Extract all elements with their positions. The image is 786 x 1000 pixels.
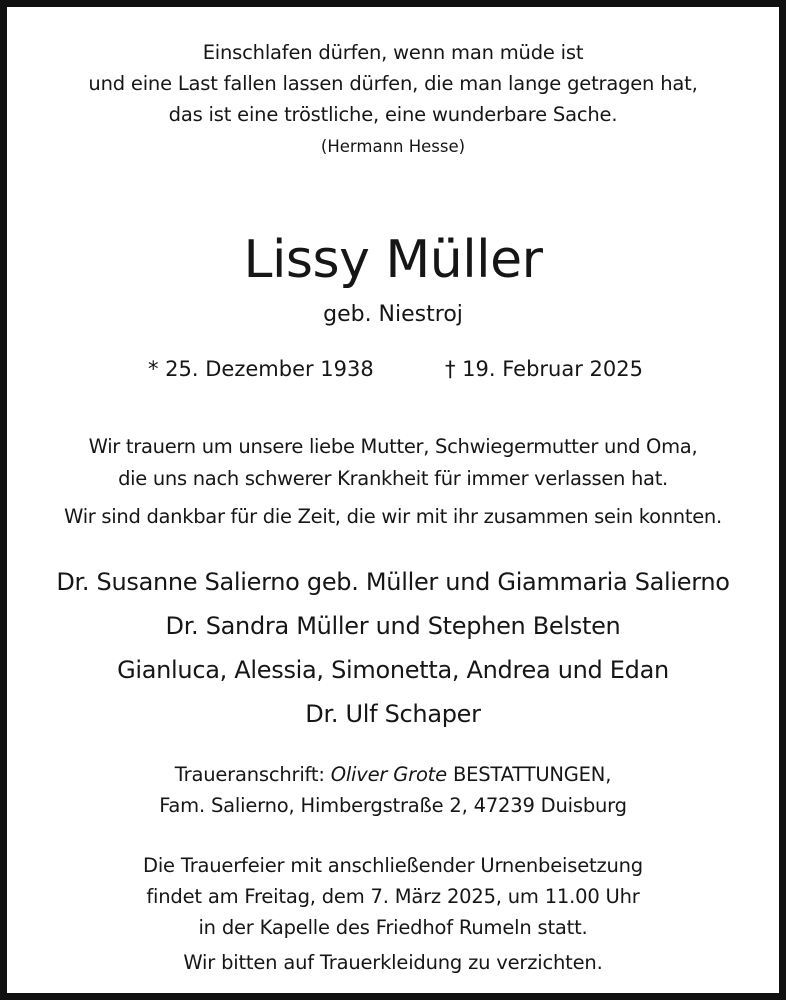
ceremony-line-3: in der Kapelle des Friedhof Rumeln statt. xyxy=(198,916,588,939)
funeral-home-name: Oliver Grote xyxy=(330,763,447,786)
mourning-line-1: Wir trauern um unsere liebe Mutter, Schwiegermutter und Oma, xyxy=(88,435,698,458)
poem xyxy=(7,37,779,130)
mourning-line-2: die uns nach schwerer Krankheit für immer verlassen hat. xyxy=(118,467,668,490)
family-member-3: Gianluca, Alessia, Simonetta, Andrea und Edan xyxy=(117,656,669,684)
poem-author: (Hermann Hesse) xyxy=(320,137,466,156)
ceremony-line-1: Die Trauerfeier mit anschließender Urnenbeisetzung xyxy=(143,854,643,877)
address-label: Traueranschrift: xyxy=(174,763,325,786)
birth-name: geb. Niestroj xyxy=(323,302,463,327)
dress-code-request: Wir bitten auf Trauerkleidung zu verzichten. xyxy=(183,951,603,974)
funeral-home-suffix: BESTATTUNGEN, xyxy=(452,763,612,786)
thanks-text: Wir sind dankbar für die Zeit, die wir mit ihr zusammen sein konnten. xyxy=(64,505,722,528)
birth-date: * 25. Dezember 1938 xyxy=(148,357,374,381)
family-member-2: Dr. Sandra Müller und Stephen Belsten xyxy=(165,612,621,640)
poem-line-3: das ist eine tröstliche, eine wunderbare Sache. xyxy=(168,103,618,126)
mourning-address xyxy=(7,759,779,821)
family-member-1: Dr. Susanne Salierno geb. Müller und Giammaria Salierno xyxy=(56,568,730,596)
address-line-2: Fam. Salierno, Himbergstraße 2, 47239 Duisburg xyxy=(159,794,627,817)
death-date: † 19. Februar 2025 xyxy=(445,357,643,381)
life-dates xyxy=(7,352,779,386)
ceremony-line-2: findet am Freitag, dem 7. März 2025, um 11.00 Uhr xyxy=(146,885,640,908)
poem-line-1: Einschlafen dürfen, wenn man müde ist xyxy=(202,41,584,64)
address-line-1 xyxy=(7,759,779,790)
deceased-name: Lissy Müller xyxy=(243,230,543,290)
family-member-4: Dr. Ulf Schaper xyxy=(305,700,481,728)
ceremony-info xyxy=(7,850,779,943)
poem-line-2: und eine Last fallen lassen dürfen, die man lange getragen hat, xyxy=(88,72,698,95)
family-list xyxy=(7,560,779,736)
mourning-text xyxy=(7,431,779,495)
